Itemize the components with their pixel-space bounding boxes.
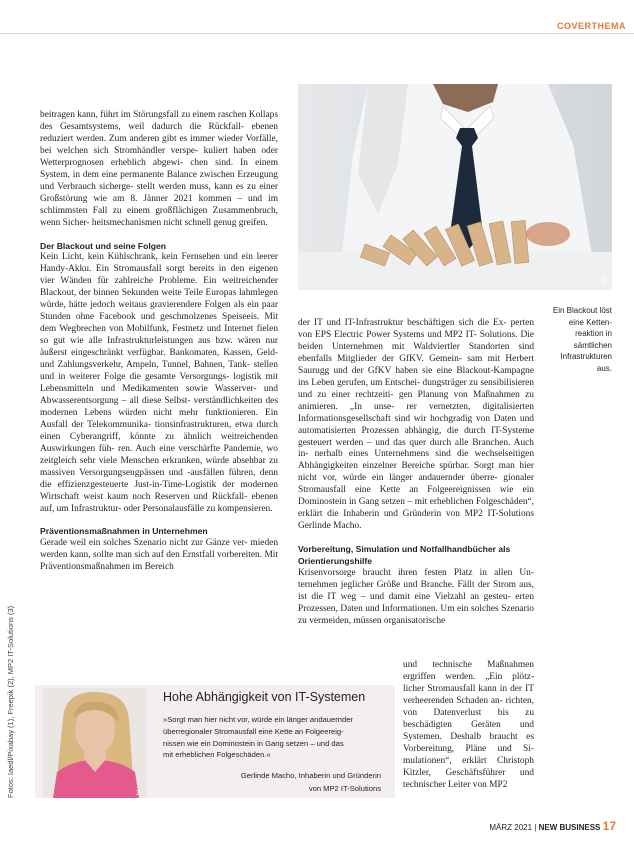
domino-photo (298, 84, 612, 290)
header-rule (0, 33, 634, 34)
right-column (298, 318, 534, 628)
photo-number: 2 (601, 276, 606, 285)
issue-date: MÄRZ 2021 (489, 823, 533, 832)
experts-paragraph: der IT und IT-Infrastruktur beschäftigen sich die Ex- perten von EPS Electric Power Systems und MP2 IT- Solutions. Die beiden Unternehmen mit Waldviertler Standorten sind ebenfalls Mitglieder der GfKV. Gemein- sam mit Herbert Saurugg und der GfKV haben sie eine Blackout-Kampagne ins Leben gerufen, um Entschei- dungsträger zu sensibilisieren und zu einer rechtzeiti- gen Planung von Maßnahmen zu animieren. „In unse- rer vernetzten, digitalisierten Informationsgesellschaft sind wir hochgradig von Daten und automatisierten Prozessen abhängig, die durch IT-Systeme gesteuert werden – und das quer durch alle Branchen. Auch in- nerhalb eines Unternehmens sind die wechselseitigen Abhängigkeiten einzelner Bereiche spürbar. Sorgt man hier nicht vor, würde ein länger andauernder überre- gionaler Stromausfall eine Kette an Folgeereignissen wie ein Dominostein in Gang setzen – mit erheblichen Folgeschäden“, erklärt die Inhaberin und Gründerin von MP2 IT-Solutions Gerlinde Macho. (298, 318, 535, 532)
blackout-paragraph: Kein Licht, kein Kühlschrank, kein Fernsehen und ein leerer Handy-Akku. Ein Stromausfall sorgt bereits in den eigenen vier Wänden für zahlreiche Probleme. Ein weitreichender Blackout, der binnen Sekunden weite Teile Europas lahmlegen würde, hätte jedoch weitaus gravierendere Folgen als ein paar Stunden ohne Facebook und geschmolzenes Speiseeis. Mit dem Wegbrechen von Mobilfunk, Festnetz und Internet fielen so gut wie alle Infrastrukturleistungen aus bzw. wären nur äußerst eingeschränkt verfügbar. Bankomaten, Kassen, Geld- und Zahlungsverkehr, Ampeln, Tunnel, Bahnen, Tank- stellen und in weiterer Folge die gesamte Versorgungs- logistik mit Lebensmitteln und Medikamenten sowie Wasserver- und Abwasserentsorgung – all diese Selbst- verständlichkeiten des modernen Lebens würden nicht mehr funktionieren. Ein Ausfall der Telekommunika- tionsinfrastrukturen, etwa durch einen Cyberangriff, könnte zu ähnlich weitreichenden Auswirkungen füh- ren. Auch eine verschärfte Pandemie, wo zeitgleich sehr viele Menschen erkranken, würde absehbar zu massiven Versorgungsengpässen und -ausfällen führen, denn die effizienzgesteuerte Just-in-Time-Logistik der modernen Wirtschaft weist kaum noch Reserven und Rückfall- ebenen auf, um Infrastruktur- oder Personalausfälle zu kompensieren. (40, 252, 279, 514)
quote-attribution: Gerlinde Macho, Inhaberin und Gründerin von MP2 IT-Solutions (240, 771, 381, 793)
portrait-number: 3 (136, 790, 140, 797)
heading-blackout: Der Blackout und seine Folgen (40, 240, 167, 251)
prevention-paragraph: Gerade weil ein solches Szenario nicht zur Gänze ver- mieden werden kann, sollte man sich auf den Ernstfall vorbereiten. Mit Präventionsmaßnahmen im Bereich (40, 538, 279, 573)
portrait-illustration (43, 688, 147, 798)
domino-illustration (298, 84, 612, 290)
crisis-paragraph: Krisenvorsorge braucht ihren festen Platz in allen Un- ternehmen jeglicher Größe und Branche. Fällt der Strom aus, ist die IT weg – und damit eine Vielzahl an gesteu- erten Prozessen, Daten und Informationen. Um ein solches Szenario zu vermeiden, müssen organisatorische (298, 568, 535, 626)
footer-separator: | (534, 823, 537, 832)
section-tag: COVERTHEMA (556, 21, 626, 31)
measures-paragraph: und technische Maßnahmen ergriffen werden. „Ein plötz- licher Stromausfall kann in der IT verheerenden Schaden an- richten, von Datenverlust bis zu beschädigten Geräten und Systemen. Deshalb braucht es Vorbereitung, Pläne und Si- mulationen“, erklärt Christoph Kitzler, Geschäftsführer und technischer Leiter von MP2 (403, 660, 535, 790)
heading-preparation: Vorbereitung, Simulation und Notfallhandbücher als Orientierungshilfe (298, 544, 511, 567)
portrait-photo (43, 688, 147, 798)
intro-paragraph: beitragen kann, führt im Störungsfall zu einem raschen Kollaps des Gesamtsystems, weil dadurch die Rückfall- ebenen reduziert werden. Zum anderen gibt es immer wieder Vorfälle, bei welchen sich Stromhändler verspe- kuliert haben oder Wetterprognosen erheblich abgewi- chen sind. In einem System, in dem eine permanente Balance zwischen Erzeugung und Verbrauch sicherge- stellt werden muss, kann es zu einer Großstörung wie am 8. Jänner 2021 kommen – und im schlimmsten Fall zu einem großflächigen Zusammenbruch, wenn Sicher- heitsmechanismen nicht schnell genug greifen. (40, 110, 279, 228)
quote-title: Hohe Abhängigkeit von IT-Systemen (163, 690, 366, 704)
magazine-name: NEW BUSINESS (538, 823, 601, 832)
left-column (40, 110, 278, 574)
heading-prevention: Präventionsmaßnahmen in Unternehmen (40, 526, 208, 537)
page-number: 17 (602, 819, 616, 833)
quote-text: »Sorgt man hier nicht vor, würde ein länger andauernder überregionaler Stromausfall eine Kette an Folgeereig- nissen wie ein Dominostein in Gang setzen – und das mit erheblichen Folgeschäden.« (163, 715, 353, 760)
right-column-continued (403, 660, 534, 791)
page-footer (489, 819, 616, 833)
photo-credit: Fotos: Iaedl/Pixabay (1), Freepik (2), MP2 IT-Solutions (3) (6, 605, 15, 798)
photo-caption: Ein Blackout löst eine Ketten- reaktion in sämtlichen Infrastrukturen aus. (552, 306, 612, 373)
